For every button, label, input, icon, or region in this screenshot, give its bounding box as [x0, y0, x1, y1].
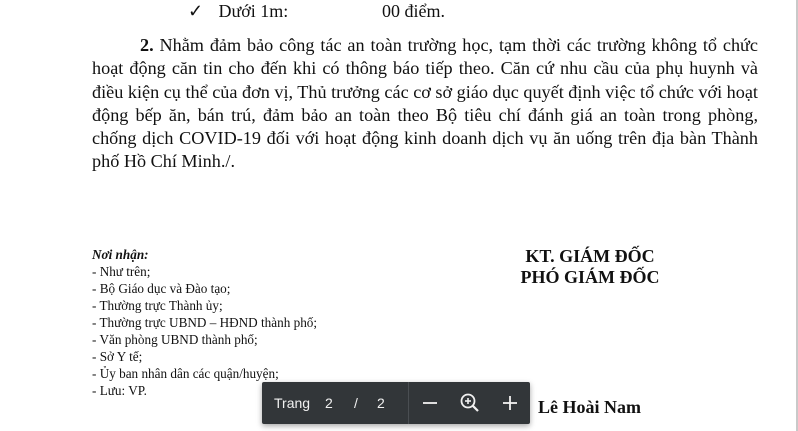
recipients-heading: Nơi nhận: — [92, 247, 149, 262]
recipient-item: - Ủy ban nhân dân các quận/huyện; — [92, 366, 279, 381]
zoom-fit-icon — [456, 389, 484, 417]
recipient-item: - Như trên; — [92, 264, 151, 279]
paragraph-number: 2. — [140, 35, 154, 55]
total-pages: 2 — [377, 395, 385, 411]
signature-subtitle: PHÓ GIÁM ĐỐC — [520, 267, 660, 287]
zoom-out-button[interactable] — [416, 389, 444, 417]
bullet-line — [188, 1, 445, 22]
zoom-fit-button[interactable] — [456, 389, 484, 417]
page-separator: / — [354, 395, 358, 411]
recipient-item: - Văn phòng UBND thành phố; — [92, 332, 258, 347]
current-page-input[interactable]: 2 — [325, 395, 333, 411]
signer-name: Lê Hoài Nam — [538, 397, 641, 417]
signature-block — [490, 246, 690, 288]
zoom-in-button[interactable] — [496, 389, 524, 417]
recipients-block — [92, 246, 317, 399]
plus-icon — [496, 389, 524, 417]
paragraph-text: Nhằm đảm bảo công tác an toàn trường học, tạm thời các trường không tổ chức hoạt động căn tin cho đến khi có thông báo tiếp theo. Căn cứ nhu cầu của phụ huynh và điều kiện cụ thể của đơn vị, Thủ trưởng các cơ sở giáo dục quyết định việc tổ chức với hoạt động bếp ăn, bán trú, đảm bảo an toàn theo Bộ tiêu chí đánh giá an toàn trong phòng, chống dịch COVID-19 đối với hoạt động kinh doanh dịch vụ ăn uống trên địa bàn Thành phố Hồ Chí Minh./. — [92, 35, 758, 172]
recipient-item: - Lưu: VP. — [92, 383, 147, 398]
bullet-value: 00 điểm. — [382, 1, 445, 21]
checkmark-icon: ✓ — [188, 1, 204, 21]
recipient-item: - Sở Y tế; — [92, 349, 143, 364]
recipient-item: - Bộ Giáo dục và Đào tạo; — [92, 281, 231, 296]
recipient-item: - Thường trực Thành ủy; — [92, 298, 223, 313]
page-label: Trang — [274, 395, 311, 411]
bullet-label: Dưới 1m: — [218, 1, 289, 21]
pdf-page-toolbar — [262, 382, 530, 424]
body-paragraph — [92, 34, 758, 174]
recipient-item: - Thường trực UBND – HĐND thành phố; — [92, 315, 318, 330]
minus-icon — [416, 389, 444, 417]
toolbar-divider — [408, 382, 409, 424]
signature-title: KT. GIÁM ĐỐC — [525, 246, 655, 266]
